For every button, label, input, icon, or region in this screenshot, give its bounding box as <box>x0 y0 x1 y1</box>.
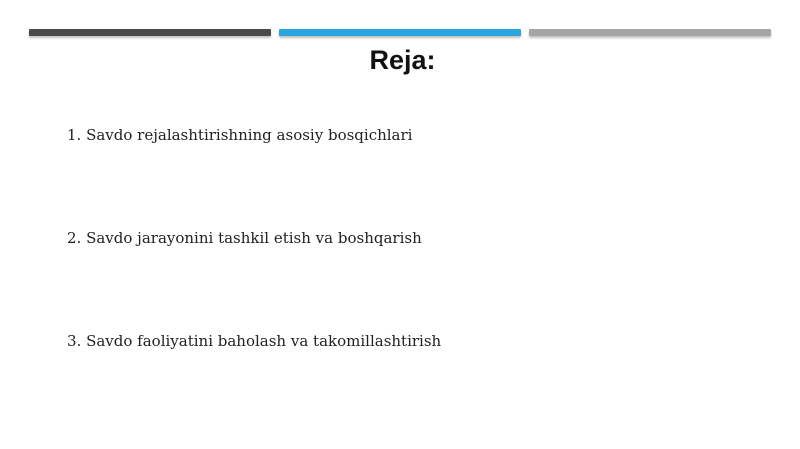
accent-bar-dark <box>29 29 271 36</box>
slide-title: Reja: <box>369 45 436 75</box>
header-accent-bars <box>29 29 771 38</box>
accent-bar-blue <box>279 29 521 36</box>
accent-bar-gray <box>529 29 771 36</box>
agenda-item: 3. Savdo faoliyatini baholash va takomillashtirish <box>67 332 442 350</box>
agenda-item: 2. Savdo jarayonini tashkil etish va boshqarish <box>67 229 422 247</box>
agenda-item: 1. Savdo rejalashtirishning asosiy bosqichlari <box>67 126 413 144</box>
